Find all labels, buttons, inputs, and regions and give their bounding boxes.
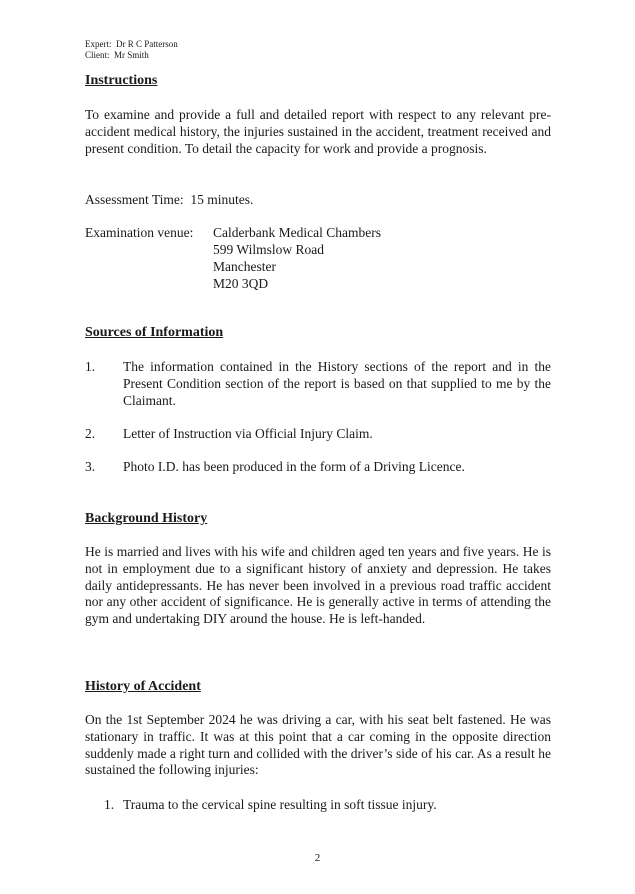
client-value: Mr Smith — [114, 50, 149, 60]
instructions-heading: Instructions — [85, 73, 158, 88]
venue-line: M20 3QD — [213, 276, 269, 291]
assessment-label: Assessment Time: — [85, 192, 184, 207]
venue-line: 599 Wilmslow Road — [213, 242, 324, 257]
accident-heading: History of Accident — [85, 679, 201, 694]
expert-value: Dr R C Patterson — [116, 39, 178, 49]
source-number: 2. — [85, 426, 96, 441]
venue-line: Manchester — [213, 259, 276, 274]
sources-heading: Sources of Information — [85, 325, 224, 340]
expert-label: Expert: — [85, 39, 112, 49]
background-text: He is married and lives with his wife and children aged ten years and five years. He is not in employment due to a significant history of anxiety and depression. He takes daily antidepressants. He has never been involved in a previous road traffic accident nor any other accident of significance. He is generally active in terms of attending the gym and undertaking DIY around the house. He is left-handed. — [85, 544, 551, 627]
background-heading: Background History — [85, 511, 208, 526]
accident-text: On the 1st September 2024 he was driving a car, with his seat belt fastened. He was stationary in traffic. It was at this point that a car coming in the opposite direction suddenly made a right turn and collided with the driver’s side of his car. As a result he sustained the following injuries: — [85, 712, 551, 778]
assessment-time — [85, 191, 253, 208]
source-number: 3. — [85, 459, 96, 474]
venue-line: Calderbank Medical Chambers — [213, 225, 381, 240]
injury-number: 1. — [104, 797, 115, 812]
client-label: Client: — [85, 50, 110, 60]
source-text: Letter of Instruction via Official Injury Claim. — [123, 426, 373, 441]
instructions-text: To examine and provide a full and detailed report with respect to any relevant pre-accident medical history, the injuries sustained in the accident, treatment received and present condition. To detail the capacity for work and provide a prognosis. — [85, 107, 551, 156]
page-number: 2 — [314, 852, 321, 864]
venue-label: Examination venue: — [85, 225, 194, 240]
assessment-value: 15 minutes. — [190, 192, 254, 207]
injury-text: Trauma to the cervical spine resulting in soft tissue injury. — [123, 797, 437, 812]
client-line — [85, 50, 149, 61]
expert-line — [85, 39, 178, 50]
source-number: 1. — [85, 359, 96, 374]
source-text: The information contained in the History sections of the report and in the Present Condition section of the report is based on that supplied to me by the Claimant. — [123, 359, 551, 408]
source-text: Photo I.D. has been produced in the form of a Driving Licence. — [123, 459, 465, 474]
